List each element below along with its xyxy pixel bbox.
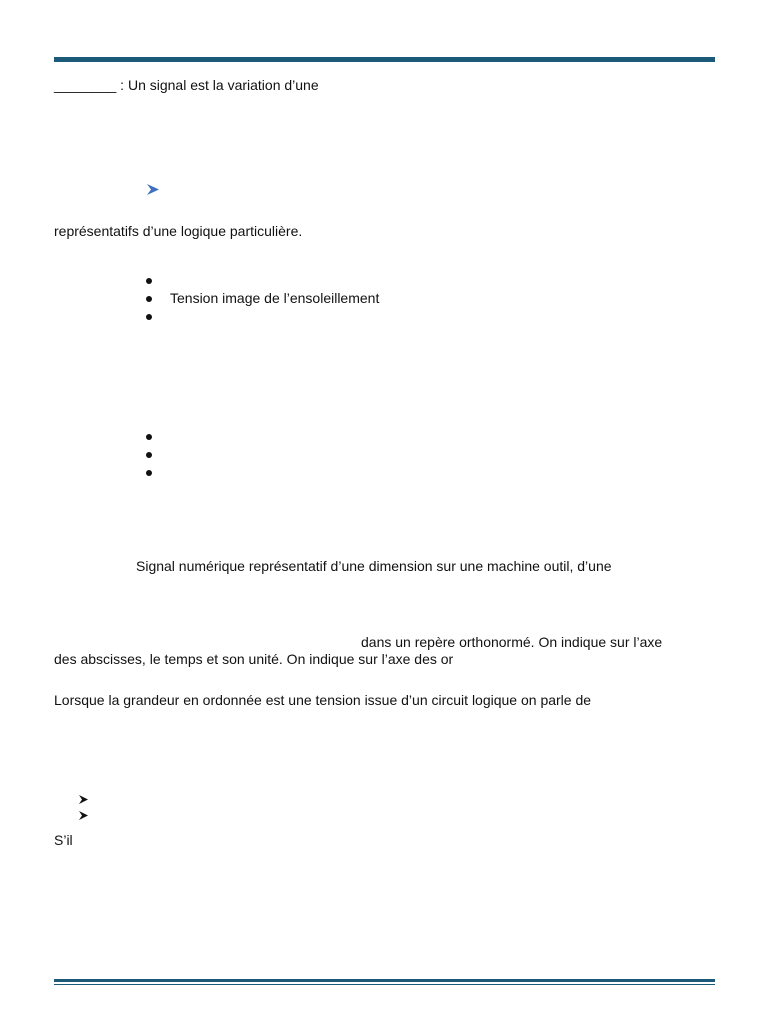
arrowhead-bullet-icon: [78, 794, 89, 805]
list-item: Tension image de l’ensoleillement: [170, 290, 380, 306]
paragraph-axes-line1: dans un repère orthonormé. On indique sur l’axe: [361, 634, 663, 650]
arrowhead-bullet-icon: [78, 810, 89, 821]
disc-bullet-icon: [146, 296, 152, 302]
paragraph-logic: représentatifs d’une logique particulière.: [54, 223, 303, 239]
footer-rule: [54, 979, 715, 982]
disc-bullet-icon: [146, 434, 152, 440]
paragraph-start: S’il: [54, 832, 73, 848]
disc-bullet-icon: [146, 470, 152, 476]
disc-bullet-icon: [146, 278, 152, 284]
disc-bullet-icon: [146, 314, 152, 320]
header-rule: [54, 57, 715, 62]
paragraph-axes-line2: des abscisses, le temps et son unité. On indique sur l’axe des or: [54, 651, 454, 667]
arrowhead-bullet-icon: [146, 183, 160, 196]
footer-rule-thin: [54, 984, 715, 985]
definition-line: ________ : Un signal est la variation d’une: [54, 77, 319, 93]
disc-bullet-icon: [146, 452, 152, 458]
paragraph-logic-level: Lorsque la grandeur en ordonnée est une tension issue d’un circuit logique on parle de: [54, 692, 592, 708]
paragraph-numeric-signal: Signal numérique représentatif d’une dimension sur une machine outil, d’une: [136, 558, 612, 574]
